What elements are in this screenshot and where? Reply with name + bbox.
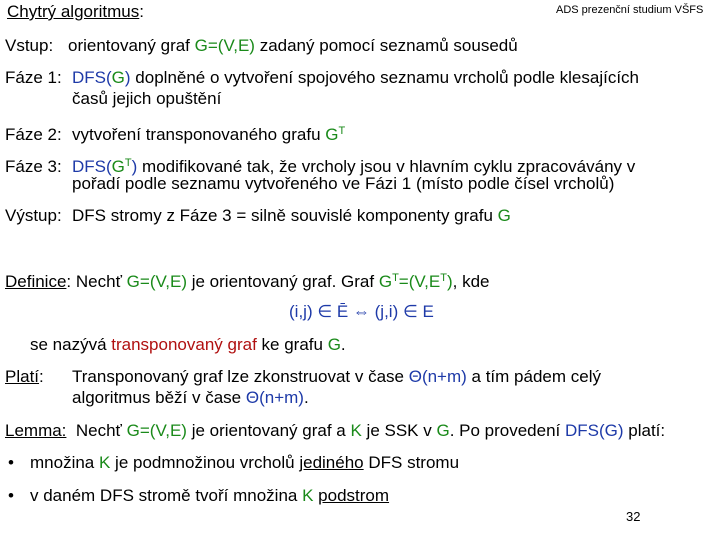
phase1-label: Fáze 1:	[5, 68, 62, 87]
holds-label: Platí	[5, 367, 40, 386]
phase2-label: Fáze 2:	[5, 125, 62, 144]
output-label: Výstup:	[5, 206, 62, 225]
transposed-graph-term: transponovaný graf	[111, 335, 257, 354]
list-item: • v daném DFS stromě tvoří množina K podstrom	[8, 486, 390, 505]
slide-title: Chytrý algoritmus:	[7, 2, 144, 21]
phase3-label: Fáze 3:	[5, 157, 62, 176]
lemma-line: Lemma: Nechť G=(V,E) je orientovaný graf a K je SSK v G. Po provedení DFS(G) platí:	[5, 421, 666, 440]
definition-line3: se nazývá transponovaný graf ke grafu G.	[30, 335, 346, 354]
definition-label: Definice	[5, 272, 67, 291]
holds-line2: algoritmus běží v čase Θ(n+m).	[72, 388, 309, 407]
page-number: 32	[626, 509, 641, 524]
phase3-line1: Fáze 3: $DFS(G^T)$ modifikované tak, že vrcholy jsou v hlavním cyklu zpracovávány v	[5, 157, 636, 176]
input-label: Vstup:	[5, 36, 54, 55]
phase1-line1: Fáze 1: DFS(G) doplněné o vytvoření spojového seznamu vrcholů podle klesajících	[5, 68, 639, 87]
course-label: ADS prezenční studium VŠFS	[556, 4, 704, 16]
phase3-line2: pořadí podle seznamu vytvořeného ve Fázi 1 (místo podle čísel vrcholů)	[72, 174, 615, 193]
holds-line1: Platí: Transponovaný graf lze zkonstruovat v čase Θ(n+m) a tím pádem celý	[5, 367, 601, 386]
bullet-marker: •	[8, 453, 14, 472]
phase1-line2: časů jejich opuštění	[72, 89, 222, 108]
definition-line1: Definice: Nechť G=(V,E) je orientovaný graf. Graf $G^T=(V,E^T)$, kde	[5, 272, 490, 291]
output-line: Výstup: DFS stromy z Fáze 3 = silně souvislé komponenty grafu G	[5, 206, 511, 225]
phase2-line: Fáze 2: vytvoření transponovaného grafu $G^T$	[5, 125, 346, 144]
title-text: Chytrý algoritmus	[7, 2, 140, 21]
input-line: Vstup: orientovaný graf G=(V,E) zadaný pomocí seznamů sousedů	[5, 36, 518, 55]
definition-formula: (i,j) ∈ Ē ⇔ (j,i) ∈ E	[289, 302, 434, 321]
bullet-marker: •	[8, 486, 14, 505]
list-item: • množina K je podmnožinou vrcholů jediného DFS stromu	[8, 453, 460, 472]
lemma-label: Lemma:	[5, 421, 67, 440]
